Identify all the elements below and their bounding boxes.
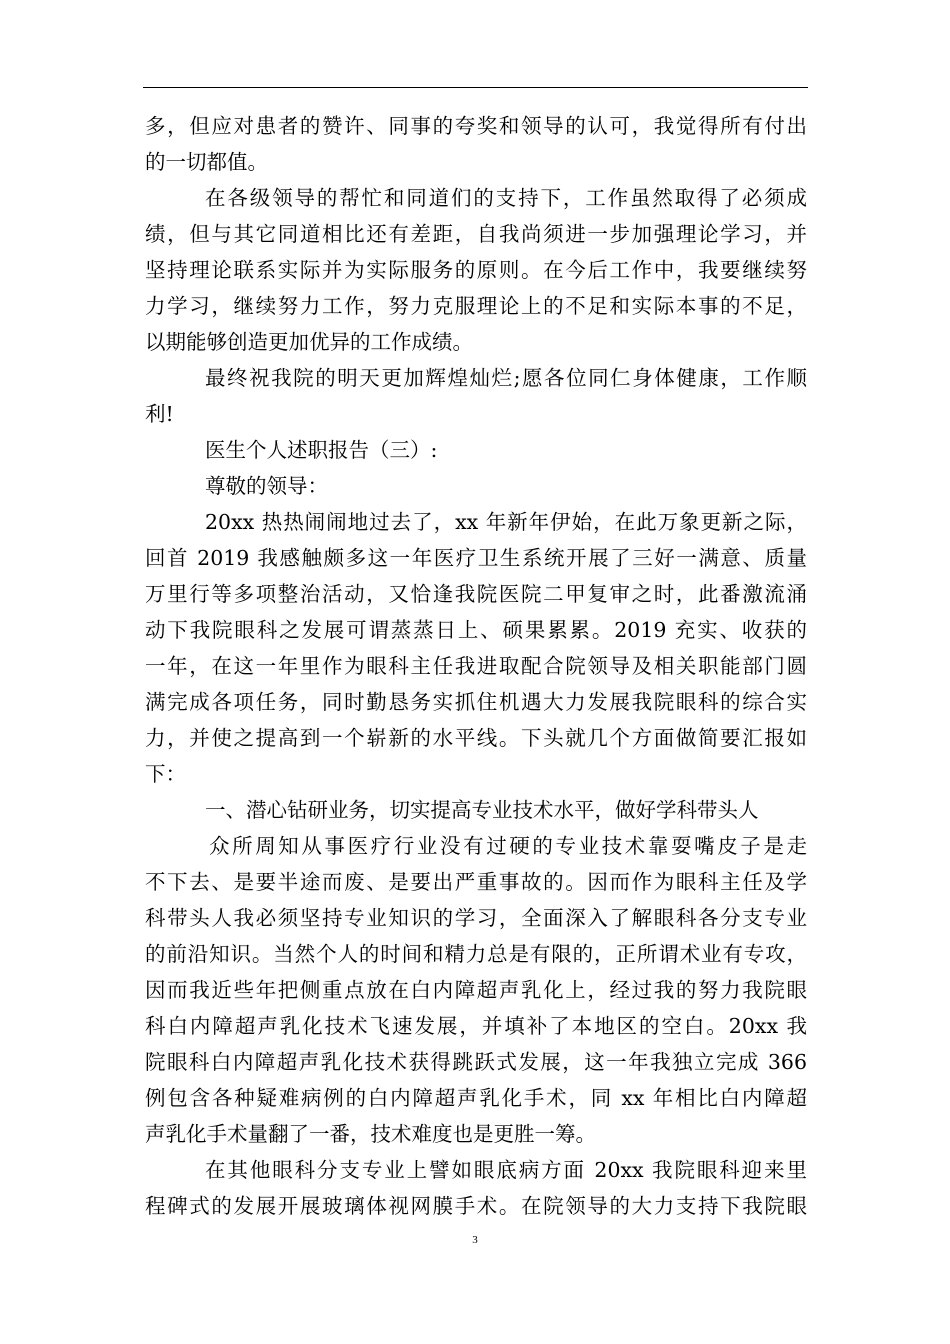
text-line: 院眼科白内障超声乳化技术获得跳跃式发展，这一年我独立完成 366 <box>145 1050 807 1074</box>
text-line: 回首 2019 我感触颇多这一年医疗卫生系统开展了三好一满意、质量 <box>145 546 807 570</box>
document-body <box>145 108 807 1224</box>
text-line: 力，并使之提高到一个崭新的水平线。下头就几个方面做简要汇报如 <box>145 726 807 750</box>
text-line: 万里行等多项整治活动，又恰逢我院医院二甲复审之时，此番激流涌 <box>145 582 807 606</box>
text-line: 程碑式的发展开展玻璃体视网膜手术。在院领导的大力支持下我院眼 <box>145 1194 807 1218</box>
text-line: 下： <box>145 762 186 786</box>
text-line: 力学习，继续努力工作，努力克服理论上的不足和实际本事的不足， <box>145 294 807 318</box>
paragraph-start-line: 在其他眼科分支专业上譬如眼底病方面 20xx 我院眼科迎来里 <box>205 1158 807 1182</box>
text-line: 的前沿知识。当然个人的时间和精力总是有限的，正所谓术业有专攻， <box>145 942 807 966</box>
text-line: 绩，但与其它同道相比还有差距，自我尚须进一步加强理论学习，并 <box>145 222 807 246</box>
text-line: 以期能够创造更加优异的工作成绩。 <box>145 330 473 354</box>
text-line: 科带头人我必须坚持专业知识的学习，全面深入了解眼科各分支专业 <box>145 906 807 930</box>
text-line: 声乳化手术量翻了一番，技术难度也是更胜一筹。 <box>145 1122 596 1146</box>
subsection-heading: 一、潜心钻研业务，切实提高专业技术水平，做好学科带头人 <box>205 798 759 822</box>
text-line: 科白内障超声乳化技术飞速发展，并填补了本地区的空白。20xx 我 <box>145 1014 807 1038</box>
text-line: 利! <box>145 402 174 426</box>
text-line: 例包含各种疑难病例的白内障超声乳化手术，同 xx 年相比白内障超 <box>145 1086 807 1110</box>
text-line: 满完成各项任务，同时勤恳务实抓住机遇大力发展我院眼科的综合实 <box>145 690 807 714</box>
paragraph-start-line: 众所周知从事医疗行业没有过硬的专业技术靠耍嘴皮子是走 <box>209 834 807 858</box>
page-number: 3 <box>472 1234 478 1246</box>
paragraph-start-line: 20xx 热热闹闹地过去了，xx 年新年伊始，在此万象更新之际， <box>205 510 807 534</box>
section-heading: 医生个人述职报告（三）: <box>205 438 438 462</box>
text-line: 坚持理论联系实际并为实际服务的原则。在今后工作中，我要继续努 <box>145 258 807 282</box>
text-line: 因而我近些年把侧重点放在白内障超声乳化上，经过我的努力我院眼 <box>145 978 807 1002</box>
text-line: 动下我院眼科之发展可谓蒸蒸日上、硕果累累。2019 充实、收获的 <box>145 618 807 642</box>
header-rule <box>143 87 808 88</box>
text-line: 的一切都值。 <box>145 150 268 174</box>
text-line: 不下去、是要半途而废、是要出严重事故的。因而作为眼科主任及学 <box>145 870 807 894</box>
paragraph-start-line: 在各级领导的帮忙和同道们的支持下，工作虽然取得了必须成 <box>205 186 807 210</box>
paragraph-start-line: 最终祝我院的明天更加辉煌灿烂;愿各位同仁身体健康，工作顺 <box>205 366 807 390</box>
salutation: 尊敬的领导： <box>205 474 328 498</box>
text-line: 多，但应对患者的赞许、同事的夸奖和领导的认可，我觉得所有付出 <box>145 114 807 138</box>
text-line: 一年，在这一年里作为眼科主任我进取配合院领导及相关职能部门圆 <box>145 654 807 678</box>
